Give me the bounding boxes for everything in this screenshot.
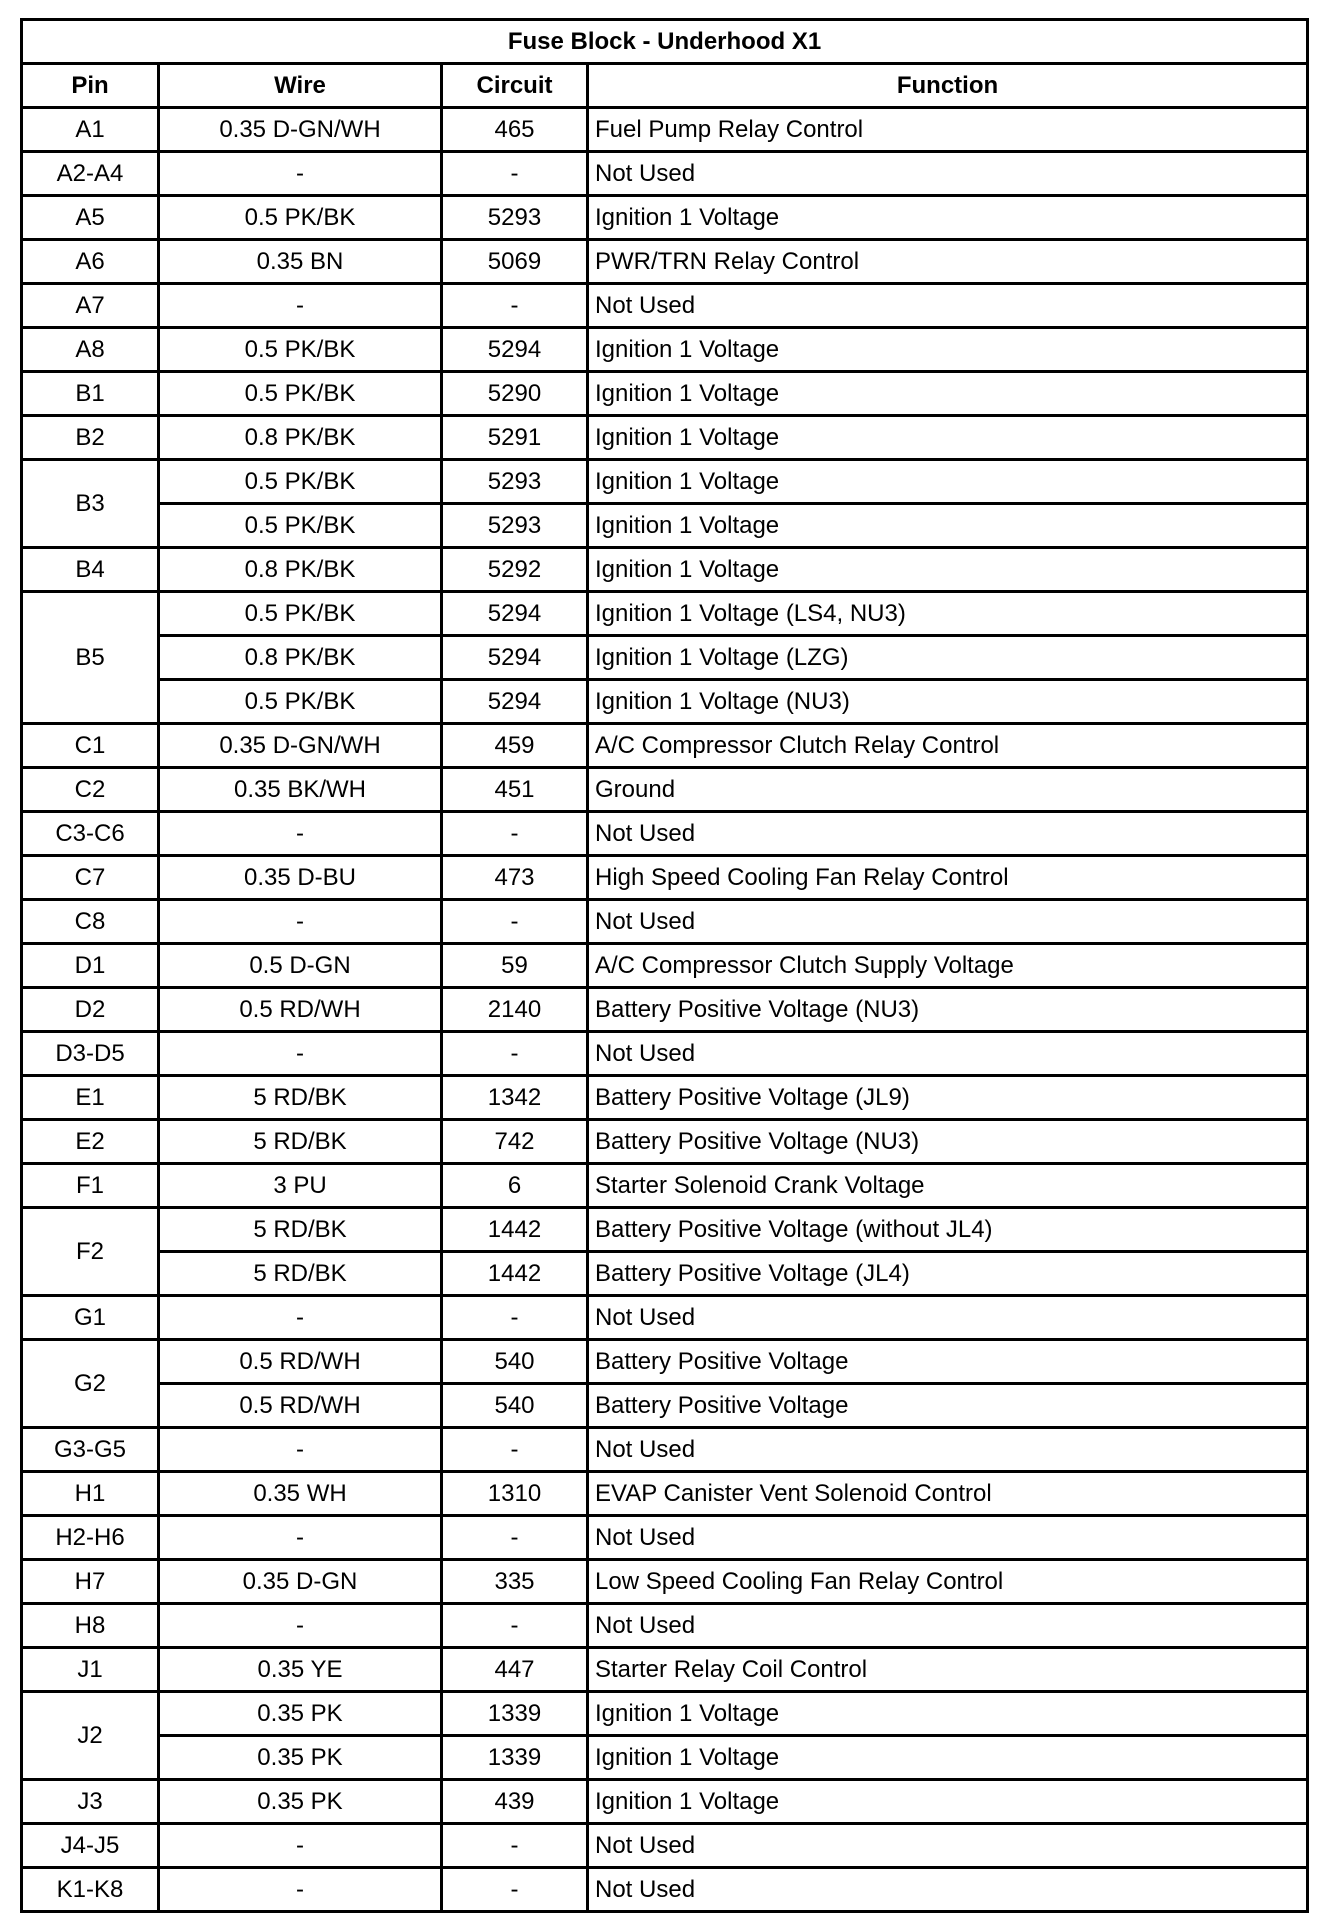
function-cell: Starter Solenoid Crank Voltage — [588, 1164, 1308, 1208]
table-row — [22, 504, 1308, 548]
table-row — [22, 548, 1308, 592]
pin-cell: A6 — [22, 240, 159, 284]
circuit-cell: - — [442, 1604, 588, 1648]
table-row — [22, 680, 1308, 724]
circuit-cell: 540 — [442, 1384, 588, 1428]
table-row — [22, 856, 1308, 900]
circuit-cell: 742 — [442, 1120, 588, 1164]
table-row — [22, 1428, 1308, 1472]
table-row — [22, 768, 1308, 812]
function-cell: PWR/TRN Relay Control — [588, 240, 1308, 284]
circuit-cell: - — [442, 900, 588, 944]
function-cell: Ignition 1 Voltage — [588, 328, 1308, 372]
circuit-cell: 5294 — [442, 636, 588, 680]
function-cell: EVAP Canister Vent Solenoid Control — [588, 1472, 1308, 1516]
wire-cell: 0.5 PK/BK — [159, 460, 442, 504]
pin-cell: A5 — [22, 196, 159, 240]
wire-cell: - — [159, 1604, 442, 1648]
wire-cell: 0.5 PK/BK — [159, 592, 442, 636]
function-column-header: Function — [588, 64, 1308, 108]
circuit-cell: 5069 — [442, 240, 588, 284]
circuit-column-header: Circuit — [442, 64, 588, 108]
table-row — [22, 1032, 1308, 1076]
function-cell: Not Used — [588, 1428, 1308, 1472]
wire-cell: - — [159, 900, 442, 944]
table-title: Fuse Block - Underhood X1 — [22, 20, 1308, 64]
table-row — [22, 1780, 1308, 1824]
table-row — [22, 372, 1308, 416]
wire-cell: - — [159, 812, 442, 856]
wire-cell: - — [159, 1516, 442, 1560]
wire-cell: 0.35 BN — [159, 240, 442, 284]
circuit-cell: 451 — [442, 768, 588, 812]
function-cell: Ignition 1 Voltage (NU3) — [588, 680, 1308, 724]
pin-cell: A1 — [22, 108, 159, 152]
circuit-cell: 1339 — [442, 1736, 588, 1780]
wire-cell: 0.35 D-GN/WH — [159, 724, 442, 768]
pin-cell: G2 — [22, 1340, 159, 1428]
pin-rows — [22, 108, 1308, 1912]
pin-cell: F2 — [22, 1208, 159, 1296]
pin-cell: H8 — [22, 1604, 159, 1648]
function-cell: Ignition 1 Voltage (LS4, NU3) — [588, 592, 1308, 636]
wire-cell: 3 PU — [159, 1164, 442, 1208]
wire-cell: 0.8 PK/BK — [159, 548, 442, 592]
pin-cell: J1 — [22, 1648, 159, 1692]
function-cell: Battery Positive Voltage (NU3) — [588, 1120, 1308, 1164]
function-cell: Ignition 1 Voltage — [588, 1736, 1308, 1780]
table-row — [22, 724, 1308, 768]
pin-cell: B3 — [22, 460, 159, 548]
circuit-cell: 5294 — [442, 592, 588, 636]
table-row — [22, 108, 1308, 152]
pin-cell: C8 — [22, 900, 159, 944]
function-cell: Not Used — [588, 1868, 1308, 1912]
wire-cell: 0.5 RD/WH — [159, 1384, 442, 1428]
function-cell: High Speed Cooling Fan Relay Control — [588, 856, 1308, 900]
wire-cell: 0.35 YE — [159, 1648, 442, 1692]
function-cell: Not Used — [588, 1296, 1308, 1340]
wire-cell: 0.8 PK/BK — [159, 636, 442, 680]
function-cell: Ignition 1 Voltage — [588, 1692, 1308, 1736]
pin-cell: C7 — [22, 856, 159, 900]
function-cell: Ignition 1 Voltage (LZG) — [588, 636, 1308, 680]
table-row — [22, 196, 1308, 240]
table-row — [22, 1164, 1308, 1208]
function-cell: Ignition 1 Voltage — [588, 416, 1308, 460]
pin-cell: C2 — [22, 768, 159, 812]
pin-cell: D3-D5 — [22, 1032, 159, 1076]
table-row — [22, 1076, 1308, 1120]
circuit-cell: 59 — [442, 944, 588, 988]
pin-cell: K1-K8 — [22, 1868, 159, 1912]
pin-cell: G3-G5 — [22, 1428, 159, 1472]
function-cell: Not Used — [588, 812, 1308, 856]
table-row — [22, 1824, 1308, 1868]
wire-column-header: Wire — [159, 64, 442, 108]
circuit-cell: 473 — [442, 856, 588, 900]
function-cell: Not Used — [588, 900, 1308, 944]
wire-cell: 0.35 D-GN — [159, 1560, 442, 1604]
circuit-cell: 335 — [442, 1560, 588, 1604]
function-cell: Battery Positive Voltage (without JL4) — [588, 1208, 1308, 1252]
wire-cell: 0.5 PK/BK — [159, 680, 442, 724]
circuit-cell: 1339 — [442, 1692, 588, 1736]
function-cell: Low Speed Cooling Fan Relay Control — [588, 1560, 1308, 1604]
table-row — [22, 1120, 1308, 1164]
table-row — [22, 1868, 1308, 1912]
function-cell: Ignition 1 Voltage — [588, 504, 1308, 548]
wire-cell: - — [159, 1824, 442, 1868]
table-row — [22, 1340, 1308, 1384]
pin-cell: J4-J5 — [22, 1824, 159, 1868]
wire-cell: 0.5 PK/BK — [159, 372, 442, 416]
circuit-cell: 2140 — [442, 988, 588, 1032]
function-cell: Ignition 1 Voltage — [588, 1780, 1308, 1824]
circuit-cell: 5291 — [442, 416, 588, 460]
pin-column-header: Pin — [22, 64, 159, 108]
pin-cell: E1 — [22, 1076, 159, 1120]
table-title-row — [22, 20, 1308, 64]
table-row — [22, 592, 1308, 636]
pin-cell: B2 — [22, 416, 159, 460]
table-row — [22, 284, 1308, 328]
function-cell: Ground — [588, 768, 1308, 812]
circuit-cell: 5294 — [442, 328, 588, 372]
circuit-cell: 1442 — [442, 1252, 588, 1296]
table-row — [22, 988, 1308, 1032]
circuit-cell: 1342 — [442, 1076, 588, 1120]
circuit-cell: - — [442, 1428, 588, 1472]
wire-cell: 0.35 WH — [159, 1472, 442, 1516]
pin-cell: H7 — [22, 1560, 159, 1604]
pin-cell: J2 — [22, 1692, 159, 1780]
circuit-cell: 6 — [442, 1164, 588, 1208]
wire-cell: - — [159, 152, 442, 196]
table-row — [22, 1472, 1308, 1516]
wire-cell: 0.5 PK/BK — [159, 504, 442, 548]
wire-cell: 0.5 PK/BK — [159, 328, 442, 372]
circuit-cell: 465 — [442, 108, 588, 152]
circuit-cell: 1442 — [442, 1208, 588, 1252]
function-cell: Battery Positive Voltage (JL4) — [588, 1252, 1308, 1296]
pin-cell: C3-C6 — [22, 812, 159, 856]
wire-cell: 0.35 PK — [159, 1736, 442, 1780]
circuit-cell: - — [442, 1868, 588, 1912]
circuit-cell: 5294 — [442, 680, 588, 724]
circuit-cell: - — [442, 1824, 588, 1868]
pin-cell: F1 — [22, 1164, 159, 1208]
table-row — [22, 1604, 1308, 1648]
wire-cell: - — [159, 284, 442, 328]
function-cell: Ignition 1 Voltage — [588, 460, 1308, 504]
circuit-cell: - — [442, 284, 588, 328]
circuit-cell: - — [442, 1516, 588, 1560]
wire-cell: 0.35 D-BU — [159, 856, 442, 900]
pin-cell: A2-A4 — [22, 152, 159, 196]
circuit-cell: 5290 — [442, 372, 588, 416]
wire-cell: - — [159, 1868, 442, 1912]
pin-cell: H2-H6 — [22, 1516, 159, 1560]
function-cell: Not Used — [588, 1516, 1308, 1560]
column-header-row — [22, 64, 1308, 108]
wire-cell: 0.5 RD/WH — [159, 988, 442, 1032]
wire-cell: 0.35 D-GN/WH — [159, 108, 442, 152]
circuit-cell: - — [442, 1296, 588, 1340]
function-cell: Ignition 1 Voltage — [588, 196, 1308, 240]
function-cell: Battery Positive Voltage (NU3) — [588, 988, 1308, 1032]
pin-cell: J3 — [22, 1780, 159, 1824]
wire-cell: 0.5 PK/BK — [159, 196, 442, 240]
wire-cell: 0.8 PK/BK — [159, 416, 442, 460]
pin-cell: C1 — [22, 724, 159, 768]
pin-cell: A8 — [22, 328, 159, 372]
function-cell: A/C Compressor Clutch Supply Voltage — [588, 944, 1308, 988]
wire-cell: 0.5 D-GN — [159, 944, 442, 988]
function-cell: Battery Positive Voltage (JL9) — [588, 1076, 1308, 1120]
function-cell: Not Used — [588, 1032, 1308, 1076]
circuit-cell: - — [442, 1032, 588, 1076]
circuit-cell: 439 — [442, 1780, 588, 1824]
circuit-cell: 459 — [442, 724, 588, 768]
table-row — [22, 1208, 1308, 1252]
table-row — [22, 328, 1308, 372]
table-row — [22, 240, 1308, 284]
wire-cell: 5 RD/BK — [159, 1208, 442, 1252]
function-cell: A/C Compressor Clutch Relay Control — [588, 724, 1308, 768]
wire-cell: - — [159, 1296, 442, 1340]
wire-cell: - — [159, 1032, 442, 1076]
table-row — [22, 944, 1308, 988]
circuit-cell: 5293 — [442, 196, 588, 240]
circuit-cell: 540 — [442, 1340, 588, 1384]
pin-cell: B5 — [22, 592, 159, 724]
connector-pinout-table — [20, 18, 1309, 1913]
pin-cell: B4 — [22, 548, 159, 592]
table-row — [22, 1560, 1308, 1604]
table-row — [22, 460, 1308, 504]
wire-cell: - — [159, 1428, 442, 1472]
pin-cell: D1 — [22, 944, 159, 988]
circuit-cell: 5292 — [442, 548, 588, 592]
circuit-cell: 5293 — [442, 504, 588, 548]
function-cell: Not Used — [588, 1824, 1308, 1868]
function-cell: Not Used — [588, 1604, 1308, 1648]
pin-cell: G1 — [22, 1296, 159, 1340]
table-row — [22, 812, 1308, 856]
function-cell: Starter Relay Coil Control — [588, 1648, 1308, 1692]
circuit-cell: 1310 — [442, 1472, 588, 1516]
function-cell: Battery Positive Voltage — [588, 1340, 1308, 1384]
pin-cell: B1 — [22, 372, 159, 416]
pin-cell: H1 — [22, 1472, 159, 1516]
table-row — [22, 900, 1308, 944]
table-row — [22, 416, 1308, 460]
table-row — [22, 1384, 1308, 1428]
pin-cell: D2 — [22, 988, 159, 1032]
table-row — [22, 1692, 1308, 1736]
table-row — [22, 152, 1308, 196]
table-row — [22, 636, 1308, 680]
wire-cell: 5 RD/BK — [159, 1120, 442, 1164]
function-cell: Battery Positive Voltage — [588, 1384, 1308, 1428]
table-row — [22, 1296, 1308, 1340]
table-row — [22, 1648, 1308, 1692]
pin-cell: E2 — [22, 1120, 159, 1164]
function-cell: Ignition 1 Voltage — [588, 372, 1308, 416]
wire-cell: 0.35 BK/WH — [159, 768, 442, 812]
function-cell: Fuel Pump Relay Control — [588, 108, 1308, 152]
table-row — [22, 1252, 1308, 1296]
wire-cell: 5 RD/BK — [159, 1252, 442, 1296]
function-cell: Ignition 1 Voltage — [588, 548, 1308, 592]
circuit-cell: - — [442, 812, 588, 856]
function-cell: Not Used — [588, 152, 1308, 196]
wire-cell: 5 RD/BK — [159, 1076, 442, 1120]
wire-cell: 0.35 PK — [159, 1692, 442, 1736]
pin-cell: A7 — [22, 284, 159, 328]
wire-cell: 0.35 PK — [159, 1780, 442, 1824]
circuit-cell: 447 — [442, 1648, 588, 1692]
function-cell: Not Used — [588, 284, 1308, 328]
table-row — [22, 1736, 1308, 1780]
circuit-cell: - — [442, 152, 588, 196]
table-row — [22, 1516, 1308, 1560]
wire-cell: 0.5 RD/WH — [159, 1340, 442, 1384]
circuit-cell: 5293 — [442, 460, 588, 504]
